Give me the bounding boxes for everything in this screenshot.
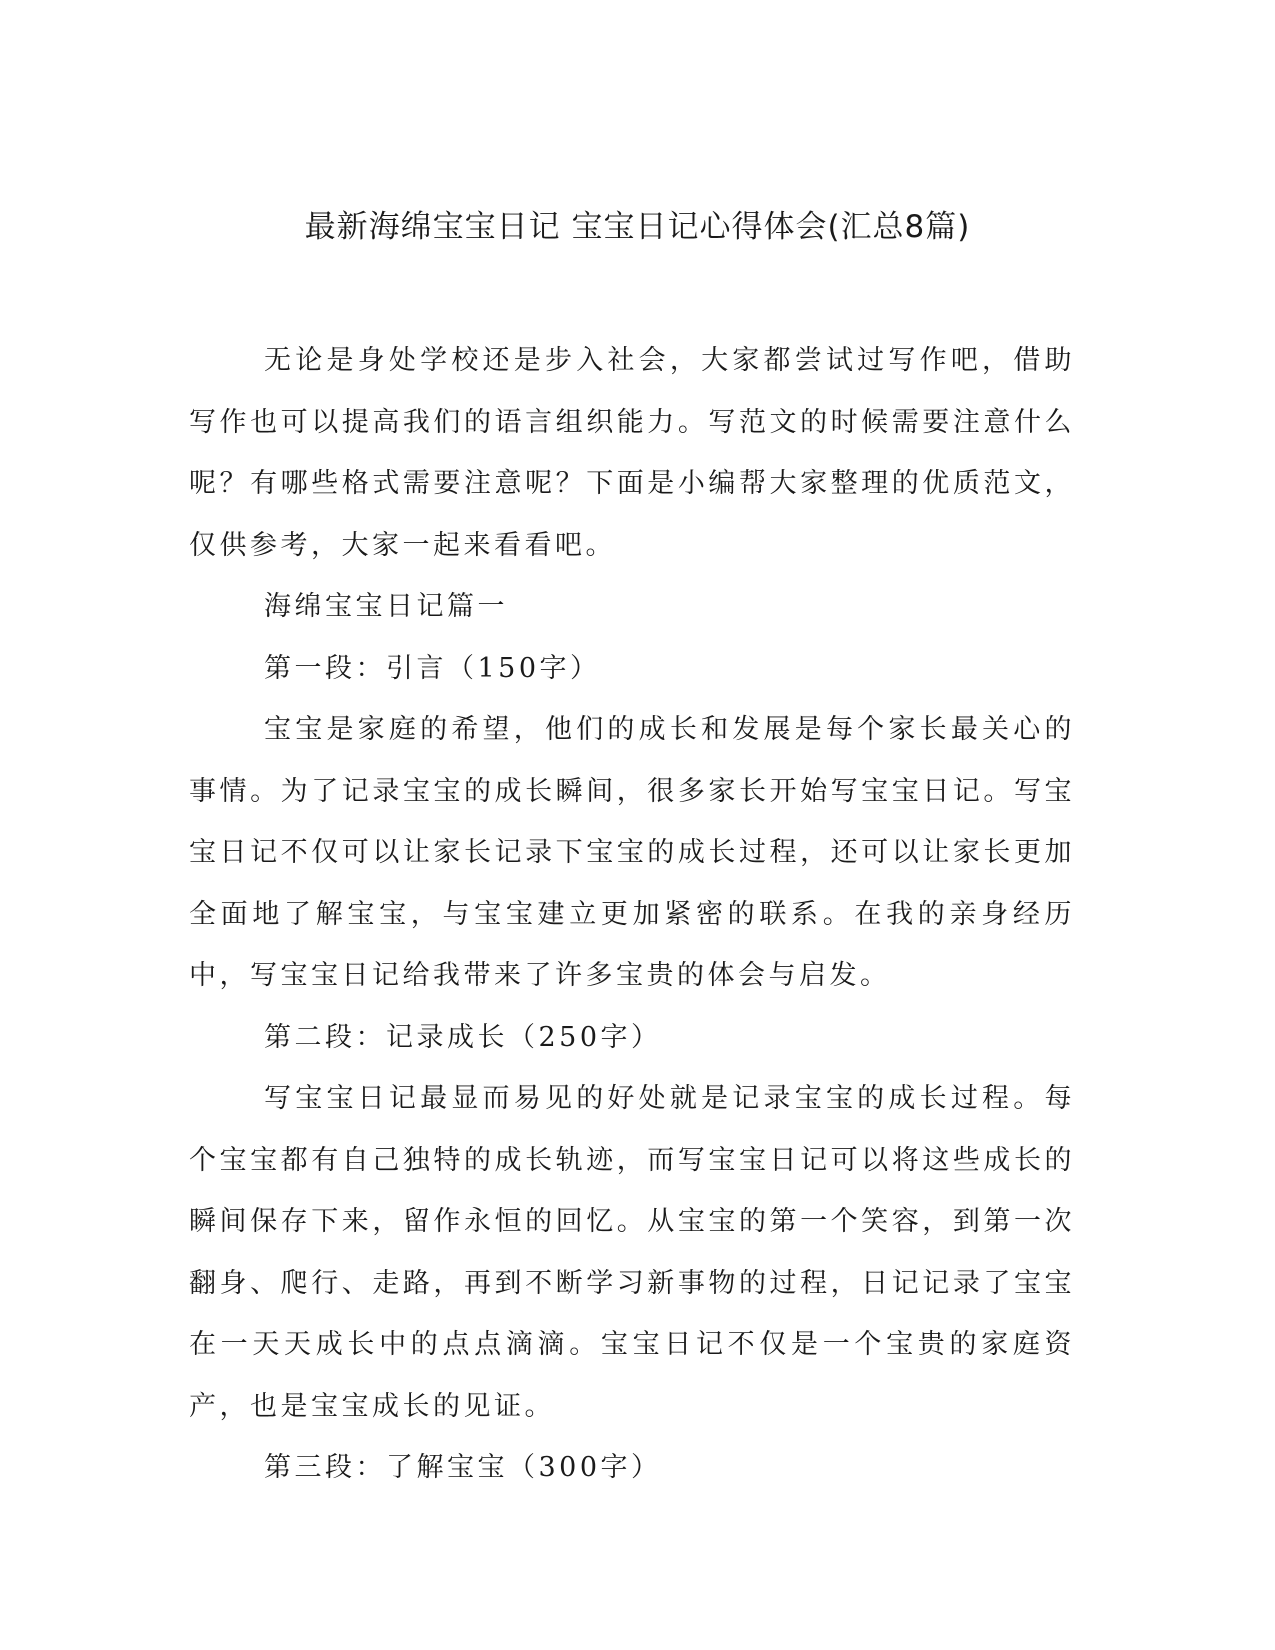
document-body xyxy=(189,330,1075,1499)
document-title: 最新海绵宝宝日记 宝宝日记心得体会(汇总8篇) xyxy=(304,209,971,245)
part1-paragraph: 宝宝是家庭的希望，他们的成长和发展是每个家长最关心的事情。为了记录宝宝的成长瞬间，很多家长开始写宝宝日记。写宝宝日记不仅可以让家长记录下宝宝的成长过程，还可以让家长更加全面地了解宝宝，与宝宝建立更加紧密的联系。在我的亲身经历中，写宝宝日记给我带来了许多宝贵的体会与启发。 xyxy=(189,714,1075,991)
intro-paragraph: 无论是身处学校还是步入社会，大家都尝试过写作吧，借助写作也可以提高我们的语言组织能力。写范文的时候需要注意什么呢？有哪些格式需要注意呢？下面是小编帮大家整理的优质范文，仅供参考，大家一起来看看吧。 xyxy=(189,345,1075,561)
part2-heading: 第二段：记录成长（250字） xyxy=(264,1021,662,1053)
part3-heading: 第三段：了解宝宝（300字） xyxy=(264,1452,662,1483)
part1-heading: 第一段：引言（150字） xyxy=(264,652,601,684)
part2-paragraph: 写宝宝日记最显而易见的好处就是记录宝宝的成长过程。每个宝宝都有自己独特的成长轨迹，而写宝宝日记可以将这些成长的瞬间保存下来，留作永恒的回忆。从宝宝的第一个笑容，到第一次翻身、爬行、走路，再到不断学习新事物的过程，日记记录了宝宝在一天天成长中的点点滴滴。宝宝日记不仅是一个宝贵的家庭资产，也是宝宝成长的见证。 xyxy=(189,1083,1075,1422)
section-heading: 海绵宝宝日记篇一 xyxy=(264,591,508,622)
